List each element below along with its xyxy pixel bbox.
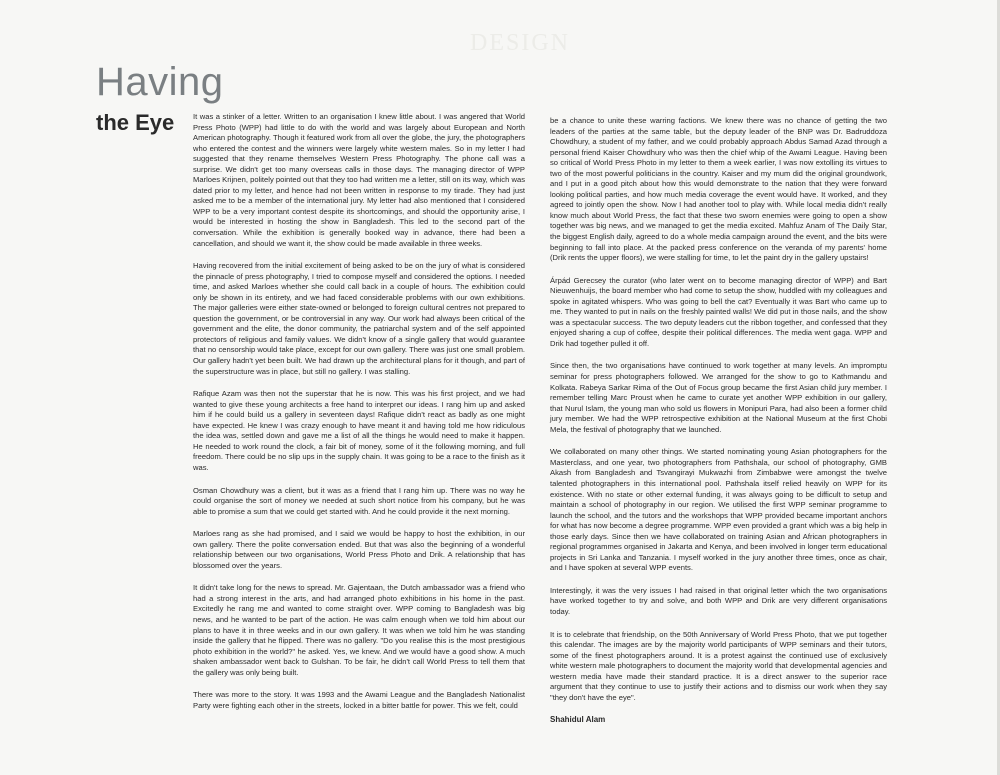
paragraph: be a chance to unite these warring factions. We knew there was no chance of getting the two leaders of the parties at the same table, but the deputy leader of the BNP was Dr. Badruddoza Chowdhury, a student of my father, and we could probably approach Abdus Samad Azad through a personal friend Kaiser Chowdhury who was then the chief whip of the Awami League. Having been so critical of World Press Photo in my letter to them a week earlier, I was now extolling its virtues to two of the most powerful politicians in the country. Kaiser and my mum did the original groundwork, and I put in a good pitch about how this would demonstrate to the nation that they were forward looking political parties, and how much media coverage the event would have. It worked, and they agreed to jointly open the show. Now I had another tool to play with. While local media didn't really know much about World Press, the fact that these two sworn enemies were going to open a show together was big news, and we managed to get the media excited. Mahfuz Anam of The Daily Star, the biggest English daily, agreed to do a whole media campaign around the event, and the bits were beginning to fall into place. At the packed press conference on the veranda of my parents' home (Drik rents the upper floors), we were stalling for time, to let the paint dry in the gallery upstairs! bbox=[550, 116, 887, 263]
paragraph: Árpád Gerecsey the curator (who later went on to become managing director of WPP) and Bart Nieuwenhuijs, the board member who had come to setup the show, huddled with my colleagues and spoke in agitated whispers. Who was going to bell the cat? Eventually it was Bart who came up to me. They wanted to put in nails on the freshly painted walls! We did put in those nails, and the show was a spectacular success. The two deputy leaders cut the ribbon together, and confessed that they enjoyed sharing a cup of coffee, despite their political differences. The media went gaga. WPP and Drik had together pulled it off. bbox=[550, 275, 887, 348]
paragraph: Since then, the two organisations have continued to work together at many levels. An impromptu seminar for press photographers followed. We arranged for the show to go to Kathmandu and Kolkata. Rabeya Sarkar Rima of the Out of Focus group became the first Asian child jury member. I remember telling Marc Proust when he came to curate yet another WPP exhibition in our gallery, that Nurul Islam, the young man who sold us flowers in Monipuri Para, had also been a former child jury member. We had the WPP retrospective exhibition at the National Museum at the first Chobi Mela, the festival of photography that we launched. bbox=[550, 361, 887, 434]
paragraph: Interestingly, it was the very issues I had raised in that original letter which the two organisations have worked together to try and solve, and both WPP and Drik are very different organisations today. bbox=[550, 585, 887, 616]
paragraph: Having recovered from the initial excitement of being asked to be on the jury of what is considered the pinnacle of press photography, I tried to compose myself and considered the options. I needed time, and asked Marloes whether she could call back in a couple of hours. The exhibition could only be shown in its entirety, and we had faced considerable problems with our own exhibitions. The major galleries were either state-owned or belonged to foreign cultural centres not prepared to question the government, or be controversial in any way. Our work had always been critical of the government and the elite, the donor community, the patriarchal system and of the self appointed protectors of religious and family values. We didn't know of a single gallery that would guarantee that no censorship would take place, except for our own gallery. There was just one small problem. Our gallery hadn't yet been built. We had drawn up the architectural plans for it though, and part of the superstructure was in place, but still no gallery. I was stalling. bbox=[193, 261, 525, 376]
title-line-1: Having bbox=[96, 60, 224, 104]
ghost-header: DESIGN bbox=[470, 30, 570, 56]
paragraph: Osman Chowdhury was a client, but it was as a friend that I rang him up. There was no way he could organise the sort of money we needed at such short notice from his company, but he was able to promise a sum that we could get started with. And he could provide it the next morning. bbox=[193, 485, 525, 516]
paragraph: Rafique Azam was then not the superstar that he is now. This was his first project, and we had wanted to give these young architects a free hand to interpret our ideas. I rang him up and asked him if he could build us a gallery in seventeen days! Rafique didn't react as badly as one might have expected. He knew I was crazy enough to have meant it and having told me how ridiculous the idea was, settled down and gave me a list of all the things he would need to make it happen. He needed to work round the clock, a fair bit of money, some of it the following morning, and full freedom. There could be no slip ups in the supply chain. It was going to be a race to the finish as it was. bbox=[193, 389, 525, 472]
paragraph: It was a stinker of a letter. Written to an organisation I knew little about. I was angered that World Press Photo (WPP) had little to do with the world and was largely about European and North American photography. Though it featured work from all over the globe, the jury, the photographers who entered the contest and the winners were largely white western males. So in my letter I had suggested that they rename themselves Western Press Photography. The phone call was a surprise. We didn't get too many overseas calls in those days. The managing director of WPP Marloes Krijnen, politely pointed out that they too had written me a letter, still on its way, which was dated prior to my letter, and hence had not been written in response to my tirade. They had just asked me to be a member of the international jury. My letter had also mentioned that I considered WPP to be a very important contest despite its shortcomings, and should the opportunity arise, I would be interested in hosting the show in Bangladesh. This led to the second part of the conversation. While the exhibition is generally booked way in advance, there had been a cancellation, and should we want it, the show could be made available in three weeks. bbox=[193, 112, 525, 248]
paragraph: We collaborated on many other things. We started nominating young Asian photographers for the Masterclass, and one year, two photographers from Pathshala, our school of photography, GMB Akash from Bangladesh and Tsvangirayi Mukwazhi from Zimbabwe were amongst the twelve talented photographers in this international pool. Pathshala itself relied heavily on WPP for its existence. With no state or other external funding, it was always going to be difficult to setup and maintain a school of photography in our region. We utilised the first WPP seminar programme to launch the school, and the tutors and the workshops that WPP provided became important anchors for what has now become a degree programme. WPP even provided a grant which was a big help in those early days. Since then we have collaborated on training Asian and African photographers in regional programmes organised in Jakarta and Kenya, and been involved in longer term educational projects in Sri Lanka and Tanzania. I myself worked in the jury another three times, once as chair, and I have spoken at several WPP events. bbox=[550, 447, 887, 573]
paragraph: It didn't take long for the news to spread. Mr. Gajentaan, the Dutch ambassador was a friend who had a strong interest in the arts, and had arranged photo exhibitions in his home in the past. Excitedly he rang me and wanted to come straight over. WPP coming to Bangladesh was big news, and he wanted to be part of the action. He was calm enough when we told him about our plans to have it in three weeks and in our own gallery. It was when we told him he was standing inside the gallery that he flipped. There was no gallery. "Do you realise this is the most prestigious photo exhibition in the world?" he asked. Yes, we knew. And we would have a good show. A much shaken ambassador went back to Gulshan. To be fair, he didn't call World Press to tell them that the gallery was only being built. bbox=[193, 583, 525, 677]
paragraph: There was more to the story. It was 1993 and the Awami League and the Bangladesh Nationalist Party were fighting each other in the streets, locked in a bitter battle for power. This we felt, could bbox=[193, 690, 525, 710]
author-signature: Shahidul Alam bbox=[550, 715, 606, 725]
text-column-right bbox=[550, 116, 887, 726]
paragraph: It is to celebrate that friendship, on the 50th Anniversary of World Press Photo, that we put together this calendar. The images are by the majority world participants of WPP seminars and their tutors, some of the finest photographers around. It is a protest against the continued use of exclusively white western male photographers to document the majority world that developmental agencies and western media have made their standard practice. It is a direct answer to the superior race argument that they continue to use to justify their actions and to dismiss our work when they say "they don't have the eye". bbox=[550, 629, 887, 702]
text-column-left bbox=[193, 112, 525, 723]
title-line-2: the Eye bbox=[96, 110, 175, 135]
paragraph: Marloes rang as she had promised, and I said we would be happy to host the exhibition, in our own gallery. There the polite conversation ended. But that was also the beginning of a wonderful relationship between our two organisations, World Press Photo and Drik. A relationship that has blossomed over the years. bbox=[193, 529, 525, 570]
